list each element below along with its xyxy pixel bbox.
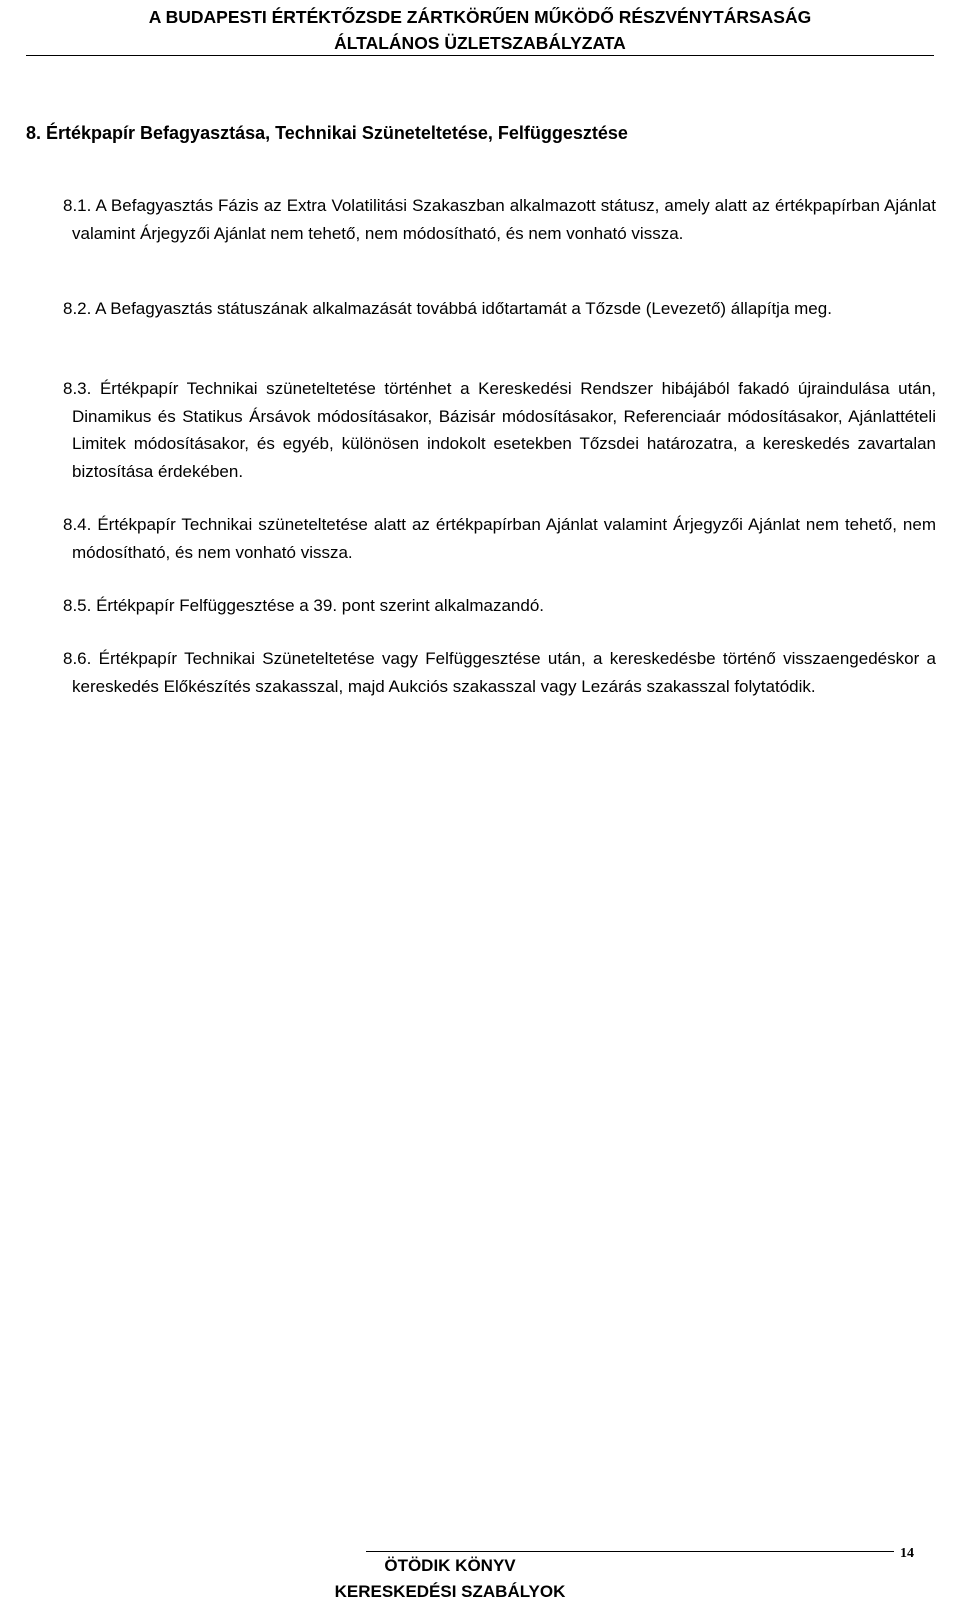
footer-divider — [366, 1551, 894, 1552]
page-number: 14 — [900, 1546, 914, 1561]
paragraph-text: A Befagyasztás státuszának alkalmazását továbbá időtartamát a Tőzsde (Levezető) állapítja meg. — [95, 299, 832, 318]
paragraph-text: Értékpapír Felfüggesztése a 39. pont szerint alkalmazandó. — [96, 596, 545, 615]
paragraph-8-2 — [26, 295, 936, 323]
footer-line-1: ÖTÖDIK KÖNYV — [384, 1556, 516, 1575]
paragraph-number: 8.1. — [63, 196, 92, 215]
paragraph-number: 8.6. — [63, 649, 92, 668]
paragraph-text: A Befagyasztás Fázis az Extra Volatilitási Szakaszban alkalmazott státusz, amely alatt az értékpapírban Ajánlat valamint Árjegyzői Ajánlat nem tehető, nem módosítható, és nem vonható vissza. — [72, 196, 936, 243]
header-divider — [26, 55, 934, 56]
paragraph-8-3 — [26, 375, 936, 485]
document-header — [0, 0, 960, 56]
paragraph-number: 8.4. — [63, 515, 92, 534]
header-line-2: ÁLTALÁNOS ÜZLETSZABÁLYZATA — [334, 33, 626, 53]
paragraph-text: Értékpapír Technikai szüneteltetése alatt az értékpapírban Ajánlat valamint Árjegyzői Ajánlat nem tehető, nem módosítható, és nem vonható vissza. — [72, 515, 936, 562]
paragraph-number: 8.5. — [63, 596, 92, 615]
paragraph-text: Értékpapír Technikai szüneteltetése történhet a Kereskedési Rendszer hibájából fakadó újraindulása után, Dinamikus és Statikus Ársávok módosításakor, Bázisár módosításakor, Referenciaár módosításakor, Ajánlattételi Limitek módosításakor, és egyéb, különösen indokolt esetekben Tőzsdei határozatra, a kereskedés zavartalan biztosítása érdekében. — [72, 379, 936, 481]
footer-line-2: KERESKEDÉSI SZABÁLYOK — [334, 1582, 566, 1601]
paragraph-number: 8.2. — [63, 299, 92, 318]
paragraph-8-1 — [26, 192, 936, 247]
section-title: 8. Értékpapír Befagyasztása, Technikai Szüneteltetése, Felfüggesztése — [26, 123, 628, 143]
paragraph-number: 8.3. — [63, 379, 92, 398]
paragraph-text: Értékpapír Technikai Szüneteltetése vagy Felfüggesztése után, a kereskedésbe történő visszaengedéskor a kereskedés Előkészítés szakasszal, majd Aukciós szakasszal vagy Lezárás szakasszal folytatódik. — [72, 649, 936, 696]
paragraph-8-4 — [26, 511, 936, 566]
paragraph-8-5 — [26, 592, 936, 620]
document-footer — [260, 1553, 640, 1605]
paragraph-8-6 — [26, 645, 936, 700]
header-line-1: A BUDAPESTI ÉRTÉKTŐZSDE ZÁRTKÖRŰEN MŰKÖDŐ RÉSZVÉNYTÁRSASÁG — [148, 7, 812, 27]
